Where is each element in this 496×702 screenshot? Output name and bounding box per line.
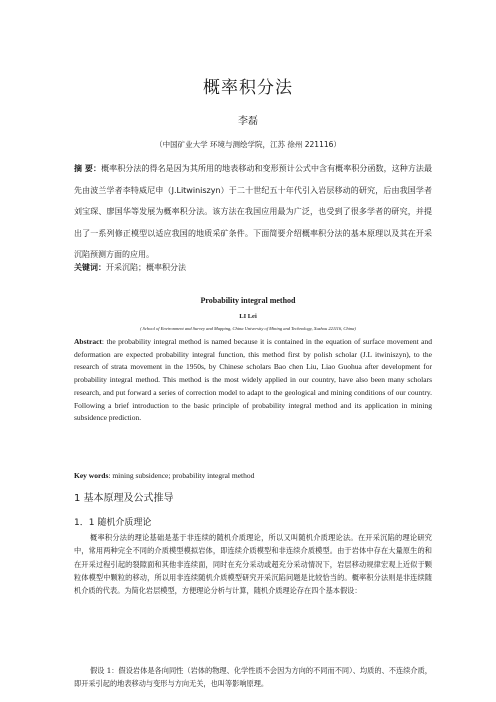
paper-author: 李磊 xyxy=(238,116,258,127)
english-title: Probability integral method xyxy=(200,296,296,305)
body-paragraph-1: 概率积分法的理论基础是基于非连续的随机介质理论，所以又叫随机介质理论法。在开采沉陷的理论研究中，常用两种完全不同的介质模型模拟岩体，即连续介质模型和非连续介质模型。由于岩体中存在大量原生的和在开采过程引起的裂隙面和其他非连续面，同时在充分采动或超充分采动情况下，岩层移动规律宏观上近似于颗粒体模型中颗粒的移动，所以用非连续随机介质模型研究开采沉陷问题是比较恰当的。概率积分法则是非连续随机介质的代表。为简化岩层模型，方便理论分析与计算，随机介质理论存在四个基本假设： xyxy=(74,533,432,596)
english-keywords xyxy=(74,471,432,480)
english-abstract-text: : the probability integral method is named because it is contained in the equation of surface movement and deformation are expected probability integral function, this method first by polish scholar (J.L itwiniszyn), to the research of strata movement in the 1950s, by Chinese scholars Bao chen Liu, Liao Guohua after development for probability integral method. This method is the most widely applied in our country, have also been many scholars research, and put forward a series of correction model to adapt to the geological and mining conditions of our country. Following a brief introduction to the basic principle of probability integral method and its application in mining subsidence prediction. xyxy=(74,337,432,423)
english-affiliation: ( School of Environment and Survey and Mapping, China University of Mining and Technology, Xuzhou 221116, China) xyxy=(140,326,356,331)
abstract-label: 摘 要： xyxy=(74,164,102,173)
keywords-label: 关键词： xyxy=(74,263,106,272)
english-keywords-label: Key words xyxy=(74,471,109,480)
section-1-heading: 1 基本原理及公式推导 xyxy=(74,493,174,504)
section-1-1-heading: 1．1 随机介质理论 xyxy=(74,518,152,528)
english-abstract xyxy=(74,336,432,425)
paper-title: 概率积分法 xyxy=(203,78,293,98)
chinese-abstract xyxy=(74,158,432,266)
english-author: LI Lei xyxy=(239,313,257,320)
body-paragraph-2: 假设 1：假设岩体是各向同性（岩体的物理、化学性质不会因为方向的不同而不同）、均质的、不连续介质，即开采引起的地表移动与变形与方向无关，也叫等影响原理。 xyxy=(74,666,432,689)
keywords-text: 开采沉陷；概率积分法 xyxy=(106,263,186,272)
english-keywords-text: : mining subsidence; probability integral method xyxy=(108,471,255,480)
english-abstract-label: Abstract xyxy=(74,337,102,346)
chinese-keywords xyxy=(74,262,432,273)
paper-affiliation: （中国矿业大学 环境与测绘学院，江苏 徐州 221116） xyxy=(155,140,341,149)
abstract-text: 概率积分法的得名是因为其所用的地表移动和变形预计公式中含有概率积分函数，这种方法最先由波兰学者李特威尼申（J.Litwiniszyn）于二十世纪五十年代引入岩层移动的研究，后由我国学者刘宝琛、廖国华等发展为概率积分法。该方法在我国应用最为广泛，也受到了很多学者的研究，并提出了一系列修正模型以适应我国的地质采矿条件。下面简要介绍概率积分法的基本原理以及其在开采沉陷预测方面的应用。 xyxy=(74,164,432,259)
